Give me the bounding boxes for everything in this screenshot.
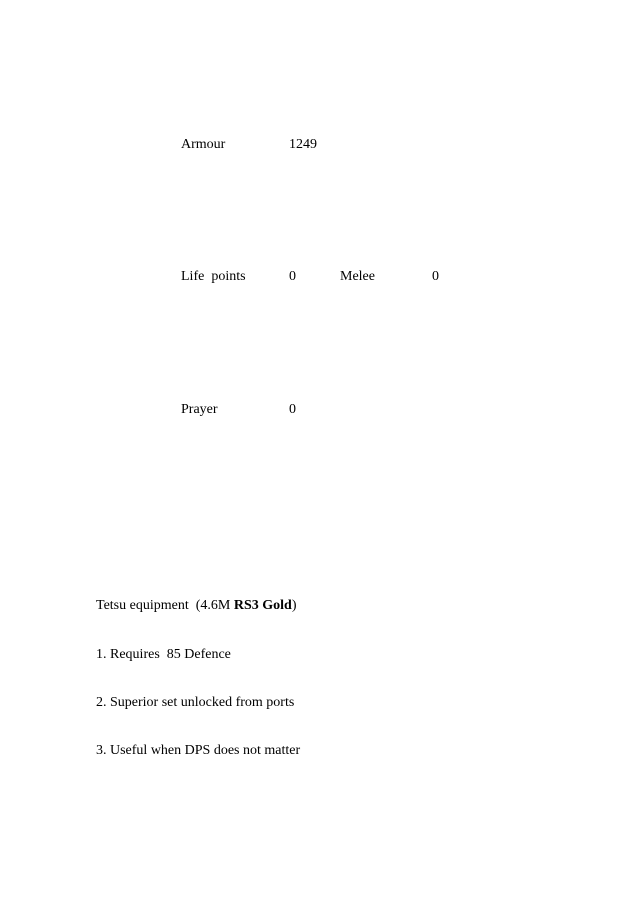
melee-value: 0 [432,269,439,284]
heading-bold: RS3 Gold [233,598,292,613]
melee-label: Melee [340,269,375,284]
list-item: 3. Useful when DPS does not matter [96,743,301,758]
life-points-label: Life points [181,269,246,284]
heading-prefix: Tetsu equipment (4.6M [96,598,234,613]
list-item: 2. Superior set unlocked from ports [96,695,295,710]
prayer-label: Prayer [181,402,218,417]
prayer-value: 0 [289,402,296,417]
list-item: 1. Requires 85 Defence [96,647,231,662]
heading-suffix: ) [291,598,297,613]
armour-label: Armour [181,137,226,152]
armour-value: 1249 [289,137,317,152]
life-points-value: 0 [289,269,296,284]
section-heading [96,599,296,613]
